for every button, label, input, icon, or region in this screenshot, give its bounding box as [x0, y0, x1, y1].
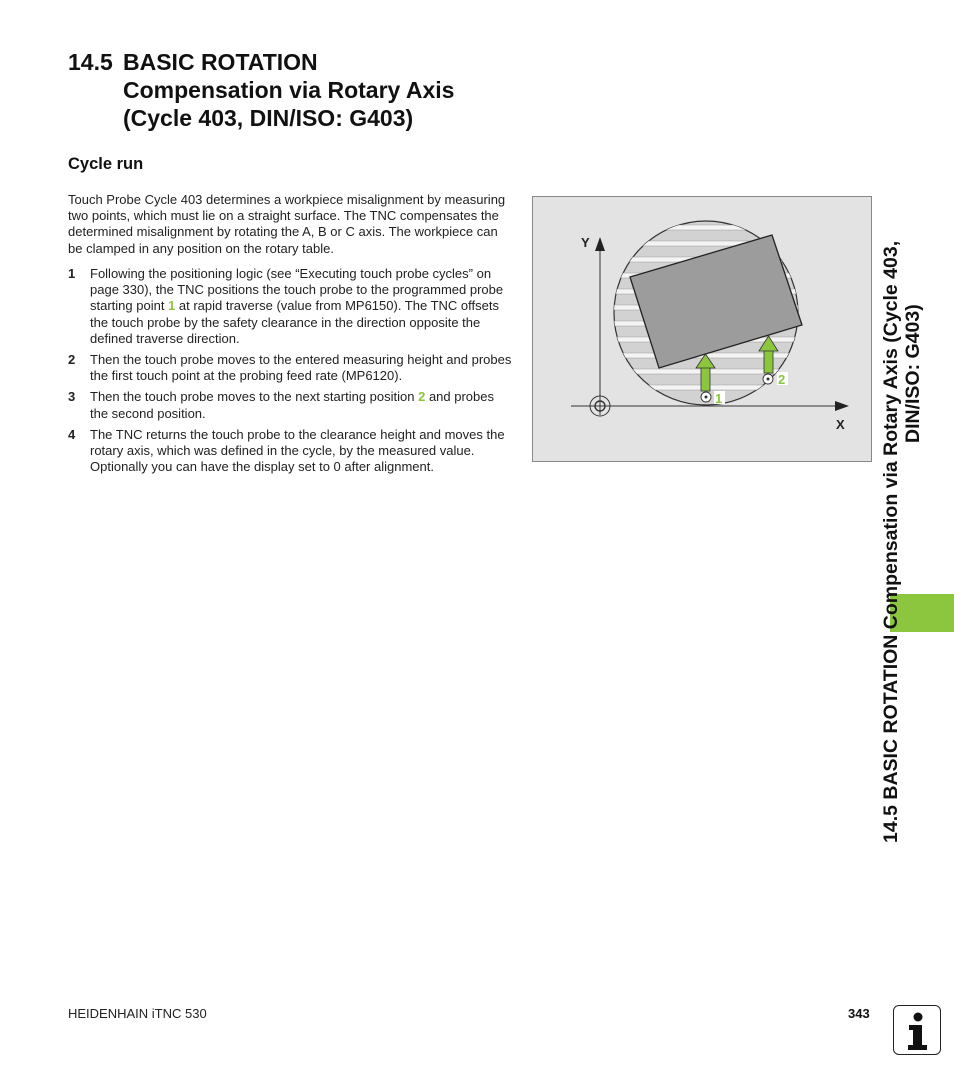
point-1-label: 1 — [715, 391, 723, 406]
info-icon — [893, 1005, 941, 1055]
side-title-line-1: 14.5 BASIC ROTATION Compensation via Rotary Axis (Cycle 403, — [880, 240, 902, 843]
step-item — [68, 266, 513, 347]
step-text-cont: and probes the second position. — [90, 389, 494, 421]
title-line-3: (Cycle 403, DIN/ISO: G403) — [123, 105, 414, 131]
intro-paragraph: Touch Probe Cycle 403 determines a workpiece misalignment by measuring two points, which must lie on a straight surface. The TNC compensates the determined misalignment by rotating the A, B or C axis. The workpiece can be clamped in any position on the rotary table. — [68, 192, 506, 256]
step-item — [68, 352, 513, 384]
page-title — [68, 48, 538, 132]
point-2-label: 2 — [778, 372, 786, 387]
step-text: The TNC returns the touch probe to the clearance height and moves the rotary axis, which was defined in the cycle, by the measured value. Optionally you can have the display set to 0 after alignment. — [90, 426, 505, 475]
x-axis-label: X — [836, 417, 845, 432]
step-number: 1 — [68, 266, 76, 281]
y-axis-label: Y — [581, 235, 590, 250]
page-number: 343 — [848, 1006, 870, 1021]
step-number: 4 — [68, 426, 76, 442]
point-ref: 2 — [418, 389, 426, 405]
step-text-cont: at rapid traverse (value from MP6150). The TNC offsets the touch probe by the safety clearance in the direction opposite the defined traverse direction. — [90, 298, 499, 346]
step-item — [68, 389, 513, 421]
step-text: Then the touch probe moves to the entered measuring height and probes the first touch point at the probing feed rate (MP6120). — [90, 352, 512, 384]
footer-manual-name: HEIDENHAIN iTNC 530 — [68, 1006, 207, 1021]
step-number: 3 — [68, 389, 76, 405]
step-list — [68, 266, 513, 480]
x-axis-arrow — [835, 401, 849, 411]
point-ref: 1 — [168, 298, 176, 314]
y-axis-arrow — [595, 237, 605, 251]
step-number: 2 — [68, 352, 76, 368]
side-running-title — [880, 43, 952, 843]
step-text: Then the touch probe moves to the next starting position — [90, 389, 419, 405]
diagram-svg — [533, 197, 871, 461]
title-line-1: BASIC ROTATION — [123, 49, 318, 75]
section-number: 14.5 — [68, 49, 113, 75]
step-text: Following the positioning logic (see “Executing touch probe cycles” on page 330), the TNC positions the touch probe to the programmed probe starting point — [90, 266, 504, 314]
step-item — [68, 427, 513, 476]
section-heading: Cycle run — [68, 155, 144, 173]
cycle-diagram — [532, 196, 872, 462]
title-line-2: Compensation via Rotary Axis — [123, 77, 455, 103]
side-title-line-2: DIN/ISO: G403) — [902, 304, 924, 443]
